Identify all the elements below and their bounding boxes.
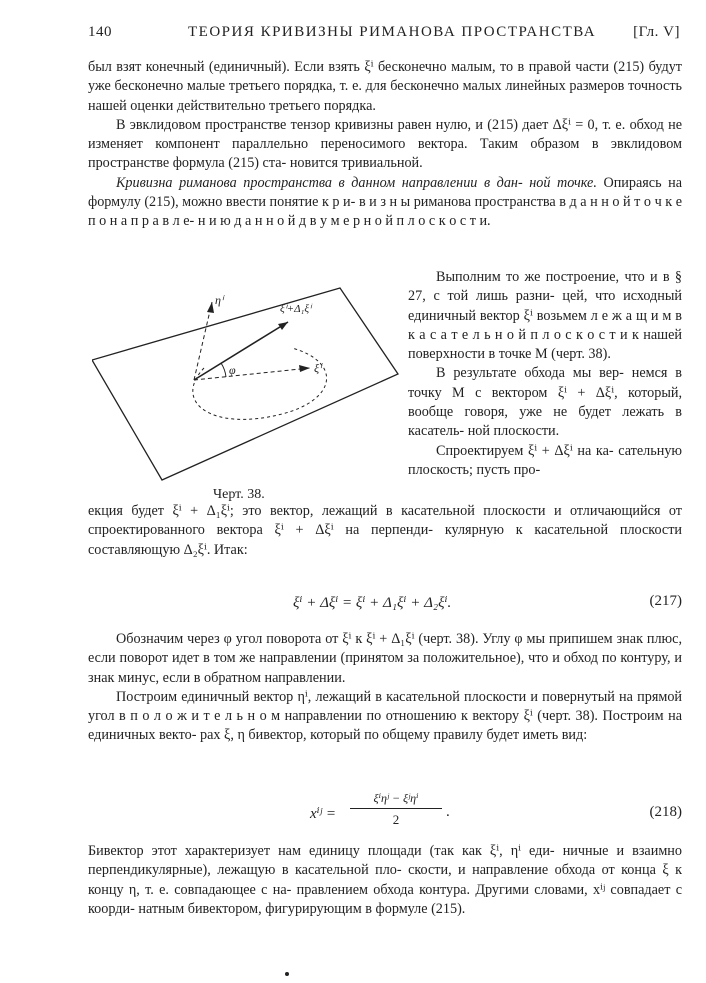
xi-label: ξⁱ (314, 361, 322, 375)
text-line: в и з н ы риманова пространства в д а н н о й т о ч к е п о н а п р а в л е- (88, 194, 683, 230)
text-block-bottom (88, 842, 682, 919)
paragraph-1 (88, 58, 682, 116)
section-heading-italic: Кривизна риманова пространства в данном направлении в дан- (116, 174, 523, 191)
text-line: правлением обхода контура. Другими словами, xⁱʲ совпадает с коорди- (88, 881, 683, 917)
fraction-numerator: ξⁱηʲ − ξʲηⁱ (373, 791, 419, 805)
paragraph-5 (88, 630, 682, 688)
text-line: скости, и направление обхода от конца ξ к концу η, т. е. совпадающее с на- (88, 862, 682, 898)
text-line: кулярную к касательной плоскости составляющую Δ₂ξⁱ. Итак: (88, 522, 683, 558)
text-line: в правой части (215) будут уже бесконечно малые третьего порядка, (88, 59, 682, 95)
equation-number: (218) (649, 804, 682, 820)
side-paragraph-3 (408, 442, 682, 481)
paragraph-4 (88, 502, 682, 560)
text-line: и отличающийся от спроектированного вектора ξⁱ + Δξⁱ на перпенди- (88, 503, 683, 539)
text-line: натным бивектором, фигурирующим в формуле (215). (138, 900, 466, 917)
eta-label: ηⁱ (215, 293, 224, 307)
text-line: Δξⁱ = 0, т. е. обход не изменяет компонент параллельно переносимого (88, 116, 682, 153)
paragraph-3 (88, 174, 682, 232)
tangent-plane-diagram (92, 282, 402, 492)
paragraph-7 (88, 842, 682, 919)
rotated-vector-arrowhead (278, 322, 288, 330)
text-line: к а с а т е л ь н о й п л о с к о с т и (408, 326, 628, 343)
text-line: мы припишем знак плюс, если поворот идет в том же направлении (88, 631, 682, 667)
text-line: (принятом за положительное), что и обход по контуру, и знак минус, (88, 650, 683, 686)
tangent-plane-outline (92, 288, 398, 480)
text-line: ной плоскости. (467, 423, 560, 440)
equation-lhs: xⁱʲ = (310, 806, 337, 822)
closed-contour-dashed (193, 348, 327, 419)
text-line: ξⁱ + Δξⁱ, который, вообще говоря, (408, 384, 682, 421)
text-line: Обозначим через φ угол поворота от ξⁱ к ξⁱ + Δ₁ξⁱ (черт. 38). Углу φ (116, 631, 523, 647)
text-line: н и ю д а н н о й д в у м е р н о й п л о с к о с т и. (197, 213, 491, 230)
figure-caption: Черт. 38. (213, 487, 265, 502)
text-line: немся в точку M с вектором (408, 365, 682, 401)
running-title: ТЕОРИЯ КРИВИЗНЫ РИМАНОВА ПРОСТРАНСТВА (188, 24, 597, 40)
eta-vector-arrowhead (207, 302, 214, 313)
figure-38 (92, 282, 402, 492)
text-line: по отношению к вектору ξⁱ (черт. 38). Построим на единичных векто- (88, 708, 682, 744)
text-block-middle (88, 502, 682, 560)
text-line: вектор ξⁱ возьмем л е ж а щ и м в (479, 307, 683, 324)
equation-218 (88, 790, 682, 840)
running-head (88, 24, 680, 46)
text-line: Опираясь на формулу (215), можно ввести понятие к р и- (88, 174, 683, 211)
text-line: В эвклидовом пространстве тензор кривизны равен нулю, и (215) дает (116, 116, 549, 133)
text-line: был взят конечный (единичный). Если взять ξⁱ бесконечно малым, то (88, 59, 514, 75)
text-line: вектора. Таким образом в эвклидовом пространстве формула (215) ста- (88, 136, 683, 172)
section-heading-italic-end: ной точке. (529, 174, 597, 191)
text-line: цей, что исходный единичный (408, 288, 682, 324)
text-line: сательную плоскость; пусть про- (408, 442, 683, 478)
text-line: действительно третьего порядка. (176, 97, 376, 114)
side-paragraph-1 (408, 268, 682, 364)
side-text-column (408, 268, 682, 480)
text-block-lower (88, 630, 682, 746)
text-line: если в обратном направлении. (162, 669, 346, 686)
eta-vector-dashed (194, 302, 212, 380)
text-line: (черт. 38). (551, 346, 611, 363)
page-mark-dot (285, 972, 289, 976)
equation-period: . (446, 804, 450, 820)
fraction (350, 790, 442, 829)
equation-number: (217) (649, 593, 682, 609)
paragraph-2 (88, 116, 682, 174)
text-line: и повернутый на прямой угол в п о л о ж и т е л ь н о м направлении (88, 688, 683, 725)
page-number: 140 (88, 24, 112, 40)
text-block-top (88, 58, 682, 232)
fraction-bar (350, 808, 442, 809)
equation-217 (88, 593, 682, 617)
text-line: т. е. для бесконечно малых линейных размеров точность нашей оценки (88, 78, 682, 114)
text-line: что и в § 27, с той лишь разни- (408, 269, 683, 305)
phi-angle-arc (221, 363, 226, 377)
chapter-label: [Гл. V] (633, 24, 680, 40)
text-line: ничные и взаимно перпендикулярные), лежащую в касательной пло- (88, 843, 682, 879)
text-line: В результате обхода мы вер- (436, 365, 624, 382)
phi-label: φ (229, 363, 236, 377)
text-line: к нашей поверхности в точке M (408, 326, 683, 363)
text-line: уже не будет лежать в касатель- (408, 404, 683, 440)
text-line: екция будет ξⁱ + Δ₁ξⁱ; это вектор, лежащий в касательной плоскости (88, 503, 546, 519)
text-line: Построим единичный вектор ηⁱ, лежащий в касательной плоскости (116, 688, 527, 705)
paragraph-6 (88, 688, 682, 746)
text-line: рах ξ, η бивектор, который по общему правилу будет иметь вид: (200, 727, 588, 744)
xi-plus-delta-label: ξⁱ+Δ₁ξⁱ (280, 303, 312, 315)
text-line: Спроектируем ξⁱ + Δξⁱ на ка- (436, 442, 614, 459)
equation-body: ξⁱ + Δξⁱ = ξⁱ + Δ₁ξⁱ + Δ₂ξⁱ. (293, 595, 452, 611)
text-line: новится тривиальной. (289, 155, 423, 172)
xi-vector-arrowhead (299, 365, 310, 372)
text-line: Выполним то же построение, (436, 269, 620, 285)
fraction-denominator: 2 (392, 812, 400, 827)
text-line: Бивектор этот характеризует нам единицу площади (так как ξⁱ, ηⁱ еди- (88, 843, 555, 859)
side-paragraph-2 (408, 364, 682, 441)
